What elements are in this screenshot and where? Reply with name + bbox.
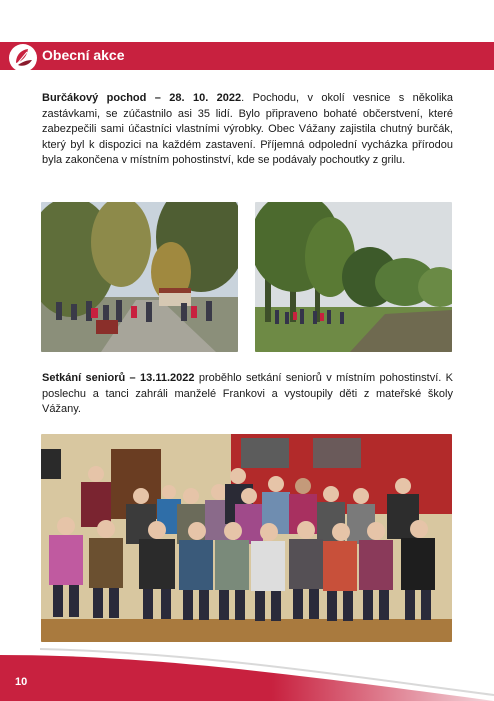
article-body: proběhlo setkání seniorů v místním pohostinství. K poslechu a tanci zahráli manželé Frankovi a vystoupily děti z mateřské školy Vážany. bbox=[42, 372, 453, 415]
section-title: Obecní akce bbox=[42, 47, 125, 63]
article-seniors bbox=[42, 371, 453, 418]
article-body: . Pochodu, v okolí vesnice s několika zastávkami, se zúčastnilo asi 35 lidí. Bylo připraveno bohaté občerstvení, které zabezpečili sami účastníci vlastními výrobky. Obec Vážany zajistila chutný burčák, který byl k dispozici na každém zastavení. Příjemná odpolední vycházka přírodou byla zakončena v místním pohostinství, kde se podávaly pochoutky z grilu. bbox=[42, 92, 454, 166]
leaf-emblem-icon bbox=[8, 43, 38, 73]
article-heading: Setkání seniorů – 13.11.2022 bbox=[42, 372, 195, 384]
footer-swoosh bbox=[0, 645, 494, 701]
photo-seniors-group bbox=[41, 434, 452, 642]
article-heading: Burčákový pochod – 28. 10. 2022 bbox=[42, 92, 242, 104]
article-hike bbox=[42, 91, 453, 169]
page-number: 10 bbox=[15, 676, 28, 688]
photo-hike-park bbox=[41, 202, 238, 352]
photo-pond-walk bbox=[255, 202, 452, 352]
